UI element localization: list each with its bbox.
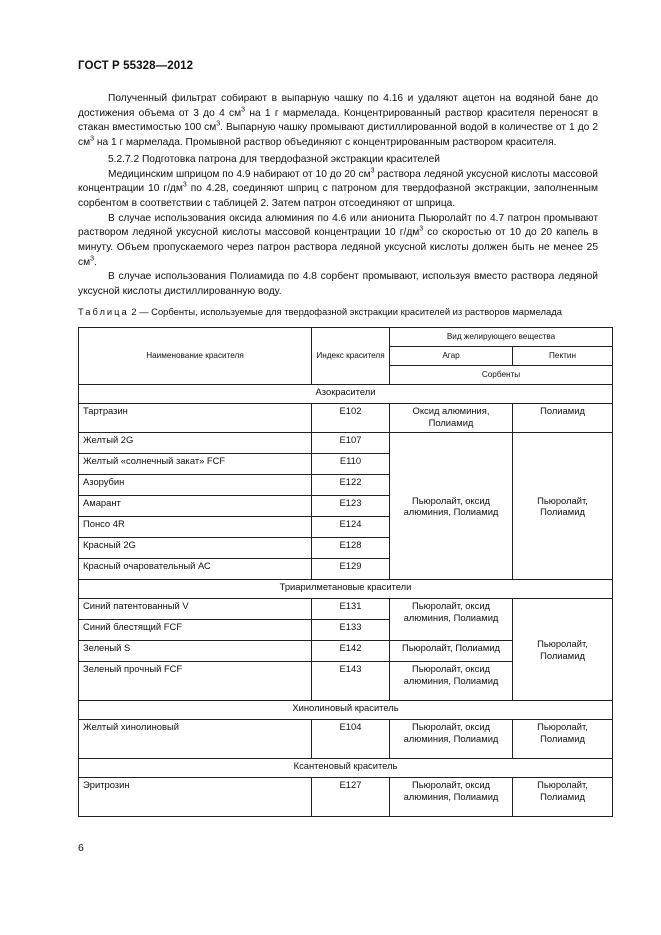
dye-index: E124 bbox=[312, 517, 390, 538]
paragraph-alumina bbox=[78, 212, 598, 271]
dye-index: E104 bbox=[312, 720, 390, 759]
text-span: по 4.28, соединяют шприц с патроном для твердофазной экстракции, заполненным сорбентом в соответствии с таблицей 2. Затем патрон отсоединяют от шприца. bbox=[78, 183, 599, 209]
pectin-sorbent-merged: Пьюролайт, Полиамид bbox=[513, 599, 613, 701]
header-dye-index: Индекс красителя bbox=[312, 328, 390, 385]
sorbents-table bbox=[78, 327, 613, 817]
group-triarylmethane: Триарилметановые красители bbox=[79, 580, 613, 599]
body-text bbox=[78, 92, 598, 300]
document-code: ГОСТ Р 55328—2012 bbox=[78, 60, 194, 72]
table-row bbox=[79, 433, 613, 454]
dye-name: Понсо 4R bbox=[79, 517, 312, 538]
dye-name: Амарант bbox=[79, 496, 312, 517]
agar-sorbent: Оксид алюминия, Полиамид bbox=[390, 404, 513, 433]
superscript: 3 bbox=[370, 167, 375, 175]
superscript: 3 bbox=[419, 225, 424, 233]
pectin-sorbent-merged: Пьюролайт, Полиамид bbox=[513, 433, 613, 580]
table-row bbox=[79, 778, 613, 817]
dye-name: Эритрозин bbox=[79, 778, 312, 817]
text-span: раствора ледяной уксусной кислоты массовой концентрации 10 г/дм bbox=[78, 168, 598, 195]
dye-index: E129 bbox=[312, 559, 390, 580]
caption-text: 2 — Сорбенты, используемые для твердофазной экстракции красителей из растворов мармелада bbox=[128, 306, 562, 317]
dye-index: E143 bbox=[312, 662, 390, 701]
group-quinoline: Хинолиновый краситель bbox=[79, 701, 613, 720]
dye-name: Красный 2G bbox=[79, 538, 312, 559]
text-span: Полученный фильтрат собирают в выпарную чашку по 4.16 и удаляют ацетон на водяной бане до достижения объема от 3 до 4 см bbox=[78, 93, 598, 119]
paragraph-filtrate bbox=[78, 92, 598, 151]
paragraph-polyamide: В случае использования Полиамида по 4.8 сорбент промывают, используя вместо раствора ледяной уксусной кислоты дистиллированную воду. bbox=[78, 271, 598, 298]
agar-sorbent: Пьюролайт, оксид алюминия, Полиамид bbox=[390, 720, 513, 759]
dye-index: E123 bbox=[312, 496, 390, 517]
dye-index: E107 bbox=[312, 433, 390, 454]
caption-label: Таблица bbox=[78, 306, 129, 317]
table-row bbox=[79, 404, 613, 433]
superscript: 3 bbox=[90, 255, 95, 263]
dye-index: E133 bbox=[312, 620, 390, 641]
text-span: на 1 г мармелада. Промывной раствор объединяют с концентрированным раствором красителя. bbox=[94, 137, 557, 149]
table-caption bbox=[78, 306, 608, 317]
dye-name: Желтый хинолиновый bbox=[79, 720, 312, 759]
dye-name: Красный очаровательный АС bbox=[79, 559, 312, 580]
agar-sorbent: Пьюролайт, оксид алюминия, Полиамид bbox=[390, 778, 513, 817]
group-xanthene: Ксантеновый краситель bbox=[79, 759, 613, 778]
text-span: В случае использования оксида алюминия по 4.6 или анионита Пьюролайт по 4.7 патрон промывают раствором ледяной уксусной кислоты массовой концентрации 10 г/дм bbox=[78, 212, 598, 239]
dye-name: Зеленый прочный FCF bbox=[79, 662, 312, 701]
pectin-sorbent: Пьюролайт, Полиамид bbox=[513, 778, 613, 817]
dye-name: Синий патентованный V bbox=[79, 599, 312, 620]
header-gel-type: Вид желирующего вещества bbox=[390, 328, 613, 347]
dye-index: E128 bbox=[312, 538, 390, 559]
section-heading: 5.2.7.2 Подготовка патрона для твердофазной экстракции красителей bbox=[108, 153, 440, 165]
dye-name: Азорубин bbox=[79, 475, 312, 496]
agar-sorbent: Пьюролайт, Полиамид bbox=[390, 641, 513, 662]
header-agar: Агар bbox=[390, 347, 513, 366]
pectin-sorbent: Полиамид bbox=[513, 404, 613, 433]
text-span: . bbox=[94, 256, 97, 268]
dye-name: Тартразин bbox=[79, 404, 312, 433]
dye-index: E122 bbox=[312, 475, 390, 496]
pectin-sorbent: Пьюролайт, Полиамид bbox=[513, 720, 613, 759]
superscript: 3 bbox=[216, 121, 221, 129]
header-dye-name: Наименование красителя bbox=[79, 328, 312, 385]
page-number: 6 bbox=[78, 842, 84, 854]
table-row bbox=[79, 599, 613, 620]
dye-name: Зеленый S bbox=[79, 641, 312, 662]
agar-sorbent-merged: Пьюролайт, оксид алюминия, Полиамид bbox=[390, 433, 513, 580]
dye-index: E102 bbox=[312, 404, 390, 433]
text-span: со скоростью от 10 до 20 капель в минуту. Объем пропускаемого через патрон раствора ледяной уксусной кислоты должен быть не менее 25 см bbox=[78, 227, 598, 268]
paragraph-syringe bbox=[78, 168, 598, 212]
text-span: Медицинским шприцом по 4.9 набирают от 10 до 20 см bbox=[108, 168, 371, 180]
agar-sorbent: Пьюролайт, оксид алюминия, Полиамид bbox=[390, 662, 513, 701]
agar-sorbent-merged: Пьюролайт, оксид алюминия, Полиамид bbox=[390, 599, 513, 641]
text-span: . Выпарную чашку промывают дистиллированной водой в количестве от 1 до 2 см bbox=[78, 122, 598, 149]
dye-index: E127 bbox=[312, 778, 390, 817]
group-azo: Азокрасители bbox=[79, 385, 613, 404]
header-sorbents: Сорбенты bbox=[390, 366, 613, 385]
superscript: 3 bbox=[90, 135, 95, 143]
dye-name: Желтый «солнечный закат» FCF bbox=[79, 454, 312, 475]
dye-index: E110 bbox=[312, 454, 390, 475]
dye-index: E142 bbox=[312, 641, 390, 662]
text-span: на 1 г мармелада. Концентрированный раствор красителя переносят в стакан вместимостью 100 см bbox=[78, 107, 599, 134]
superscript: 3 bbox=[182, 181, 187, 189]
header-pectin: Пектин bbox=[513, 347, 613, 366]
dye-index: E131 bbox=[312, 599, 390, 620]
dye-name: Синий блестящий FCF bbox=[79, 620, 312, 641]
superscript: 3 bbox=[241, 106, 246, 114]
table-row bbox=[79, 720, 613, 759]
dye-name: Желтый 2G bbox=[79, 433, 312, 454]
